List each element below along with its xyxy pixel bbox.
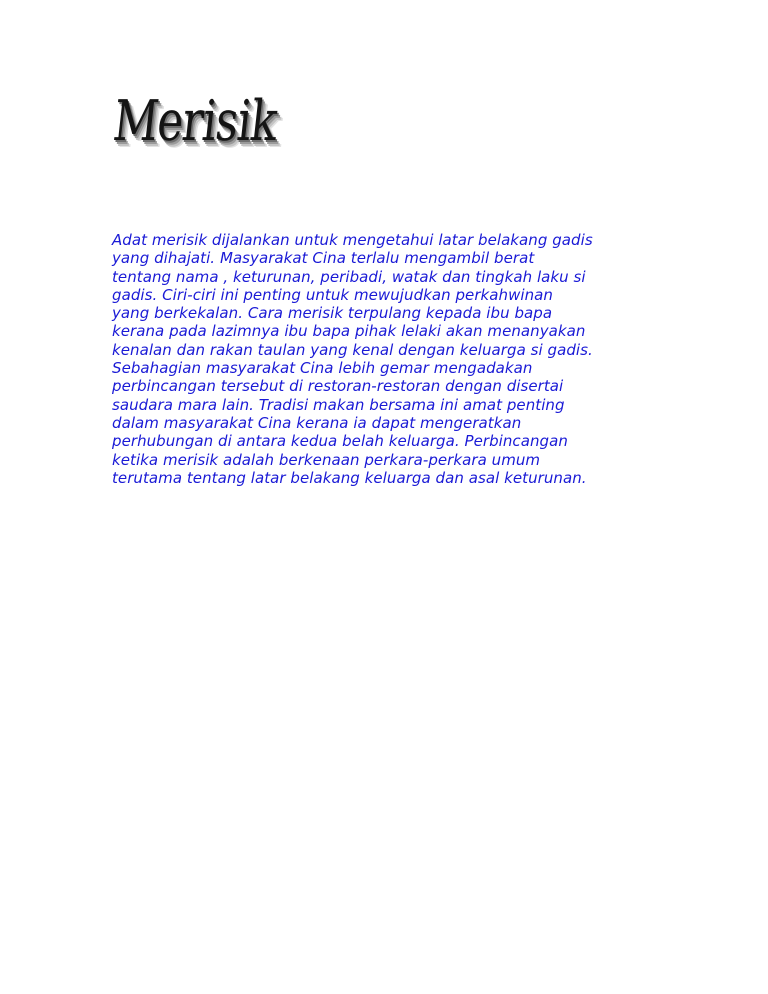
paragraph-line: ketika merisik adalah berkenaan perkara-perkara umum	[112, 450, 541, 469]
paragraph-line: perbincangan tersebut di restoran-restoran dengan disertai	[112, 377, 564, 396]
paragraph-line: yang dihajati. Masyarakat Cina terlalu mengambil berat	[112, 249, 535, 268]
paragraph-line: gadis. Ciri-ciri ini penting untuk mewujudkan perkahwinan	[112, 285, 553, 304]
paragraph-line: kerana pada lazimnya ibu bapa pihak lelaki akan menanyakan	[112, 322, 586, 341]
paragraph-line: saudara mara lain. Tradisi makan bersama ini amat penting	[112, 395, 565, 414]
page-title: Merisik	[110, 89, 281, 154]
paragraph-line: kenalan dan rakan taulan yang kenal dengan keluarga si gadis.	[112, 340, 593, 359]
paragraph-line: terutama tentang latar belakang keluarga dan asal keturunan.	[112, 468, 587, 487]
paragraph-line: dalam masyarakat Cina kerana ia dapat mengeratkan	[112, 413, 522, 432]
title-container	[110, 82, 318, 162]
paragraph-line: Adat merisik dijalankan untuk mengetahui latar belakang gadis	[112, 231, 593, 249]
paragraph-line: Sebahagian masyarakat Cina lebih gemar mengadakan	[112, 359, 533, 378]
paragraph-line: perhubungan di antara kedua belah keluarga. Perbincangan	[112, 432, 568, 451]
body-paragraph	[112, 231, 657, 487]
paragraph-line: tentang nama , keturunan, peribadi, watak dan tingkah laku si	[112, 267, 586, 286]
paragraph-line: yang berkekalan. Cara merisik terpulang kepada ibu bapa	[112, 304, 553, 323]
